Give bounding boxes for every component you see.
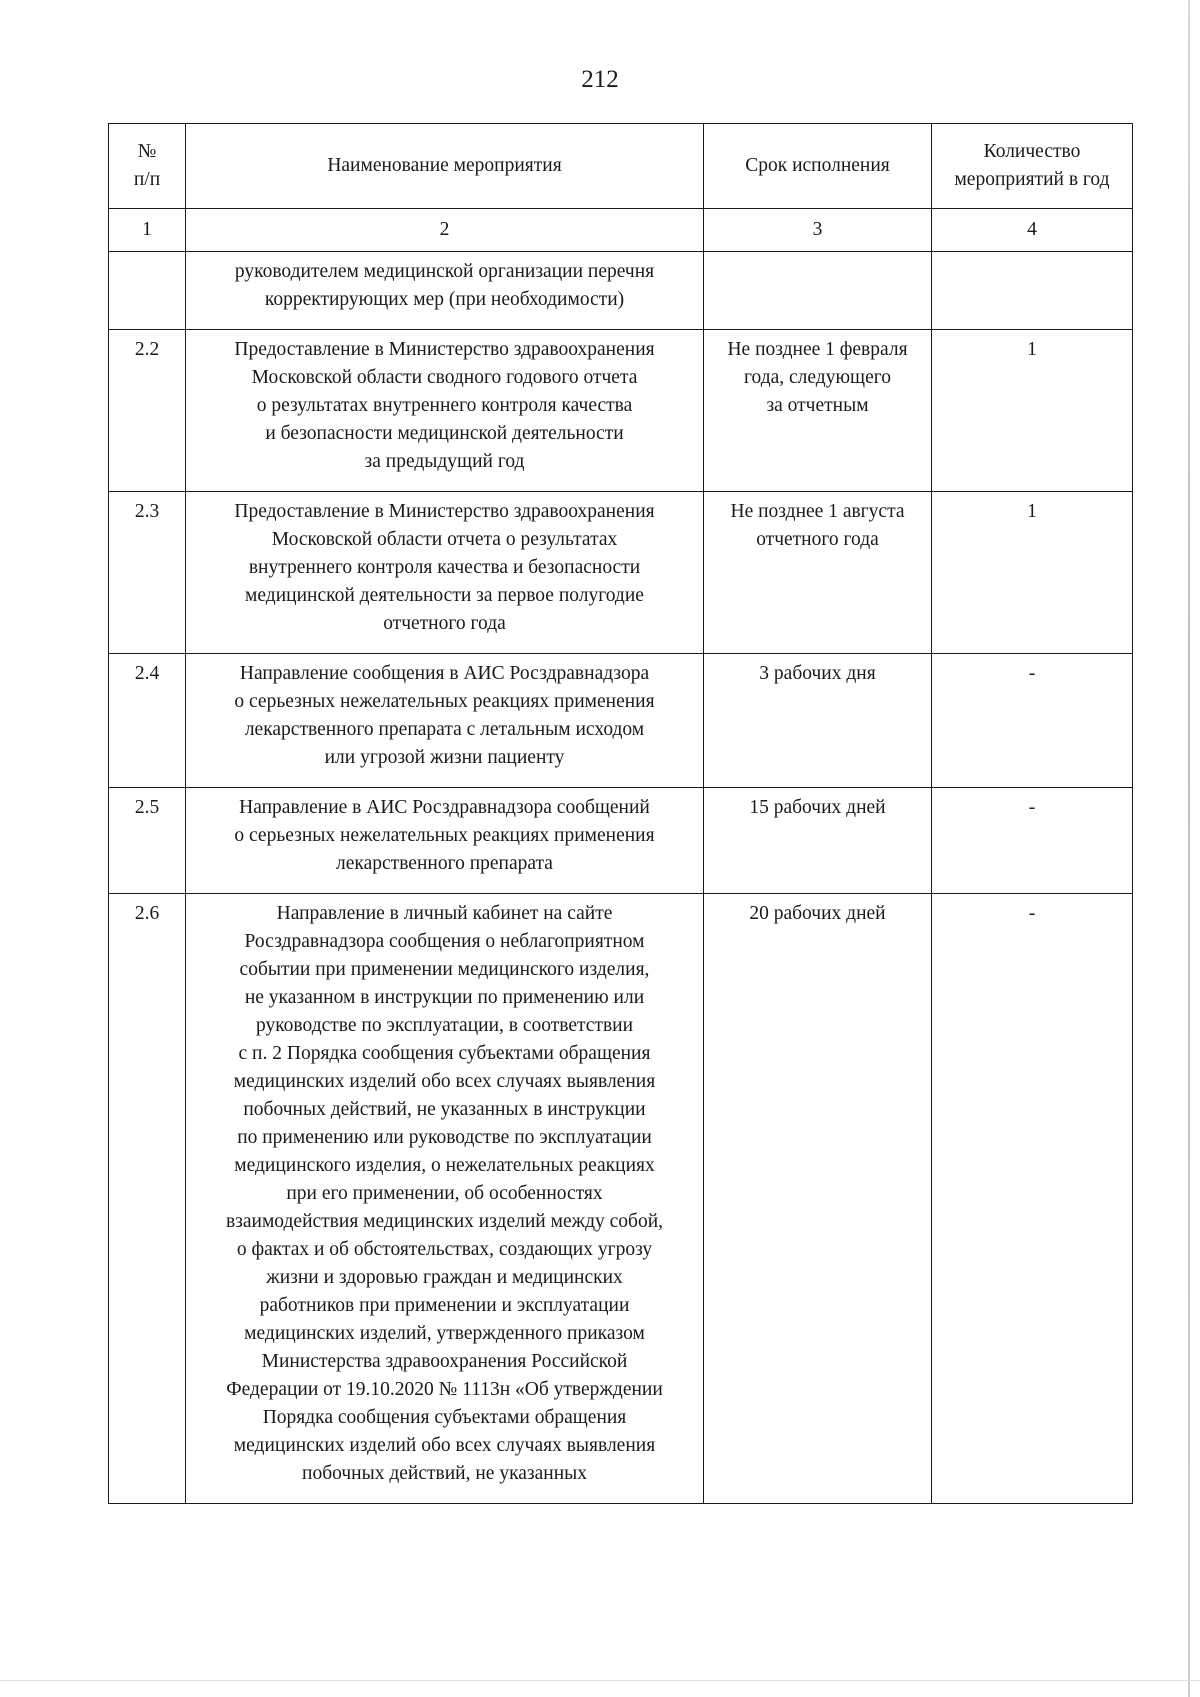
table-row xyxy=(109,894,1133,1504)
column-numbers-row xyxy=(109,209,1133,252)
row-activity-name: Направление в АИС Росздравнадзора сообщений о серьезных нежелательных реакциях применения лекарственного препарата xyxy=(186,788,704,894)
table-row xyxy=(109,788,1133,894)
row-number: 2.4 xyxy=(109,654,186,788)
row-number xyxy=(109,252,186,330)
row-count: - xyxy=(932,894,1133,1504)
table-row xyxy=(109,252,1133,330)
page-number: 212 xyxy=(581,66,619,93)
table-row xyxy=(109,492,1133,654)
column-number: 1 xyxy=(109,209,186,252)
row-number: 2.6 xyxy=(109,894,186,1504)
row-deadline: 20 рабочих дней xyxy=(704,894,932,1504)
header-count-per-year: Количество мероприятий в год xyxy=(932,124,1133,209)
column-number: 4 xyxy=(932,209,1133,252)
header-activity-name: Наименование мероприятия xyxy=(186,124,704,209)
table-row xyxy=(109,330,1133,492)
row-count: 1 xyxy=(932,330,1133,492)
header-deadline: Срок исполнения xyxy=(704,124,932,209)
row-activity-name: Направление в личный кабинет на сайте Росздравнадзора сообщения о неблагоприятном событии при применении медицинского изделия, не указанном в инструкции по применению или руководстве по эксплуатации, в соответствии с п. 2 Порядка сообщения субъектами обращения медицинских изделий обо всех случаях выявления побочных действий, не указанных в инструкции по применению или руководстве по эксплуатации медицинского изделия, о нежелательных реакциях при его применении, об особенностях взаимодействия медицинских изделий между собой, о фактах и об обстоятельствах, создающих угрозу жизни и здоровью граждан и медицинских работников при применении и эксплуатации медицинских изделий, утвержденного приказом Министерства здравоохранения Российской Федерации от 19.10.2020 № 1113н «Об утверждении Порядка сообщения субъектами обращения медицинских изделий обо всех случаях выявления побочных действий, не указанных xyxy=(186,894,704,1504)
row-activity-name: Предоставление в Министерство здравоохранения Московской области сводного годового отчета о результатах внутреннего контроля качества и безопасности медицинской деятельности за предыдущий год xyxy=(186,330,704,492)
row-deadline: Не позднее 1 августа отчетного года xyxy=(704,492,932,654)
row-activity-name: руководителем медицинской организации перечня корректирующих мер (при необходимости) xyxy=(186,252,704,330)
row-count xyxy=(932,252,1133,330)
table-header-row xyxy=(109,124,1133,209)
row-number: 2.3 xyxy=(109,492,186,654)
column-number: 3 xyxy=(704,209,932,252)
row-activity-name: Направление сообщения в АИС Росздравнадзора о серьезных нежелательных реакциях применения лекарственного препарата с летальным исходом или угрозой жизни пациенту xyxy=(186,654,704,788)
row-number: 2.5 xyxy=(109,788,186,894)
row-deadline: Не позднее 1 февраля года, следующего за отчетным xyxy=(704,330,932,492)
row-deadline xyxy=(704,252,932,330)
row-count: - xyxy=(932,788,1133,894)
row-number: 2.2 xyxy=(109,330,186,492)
row-deadline: 3 рабочих дня xyxy=(704,654,932,788)
row-activity-name: Предоставление в Министерство здравоохранения Московской области отчета о результатах внутреннего контроля качества и безопасности медицинской деятельности за первое полугодие отчетного года xyxy=(186,492,704,654)
row-deadline: 15 рабочих дней xyxy=(704,788,932,894)
row-count: 1 xyxy=(932,492,1133,654)
scan-edge xyxy=(0,1680,1200,1681)
table-row xyxy=(109,654,1133,788)
activities-table xyxy=(108,123,1133,1504)
row-count: - xyxy=(932,654,1133,788)
scan-edge xyxy=(1188,0,1190,1697)
column-number: 2 xyxy=(186,209,704,252)
header-number: № п/п xyxy=(109,124,186,209)
